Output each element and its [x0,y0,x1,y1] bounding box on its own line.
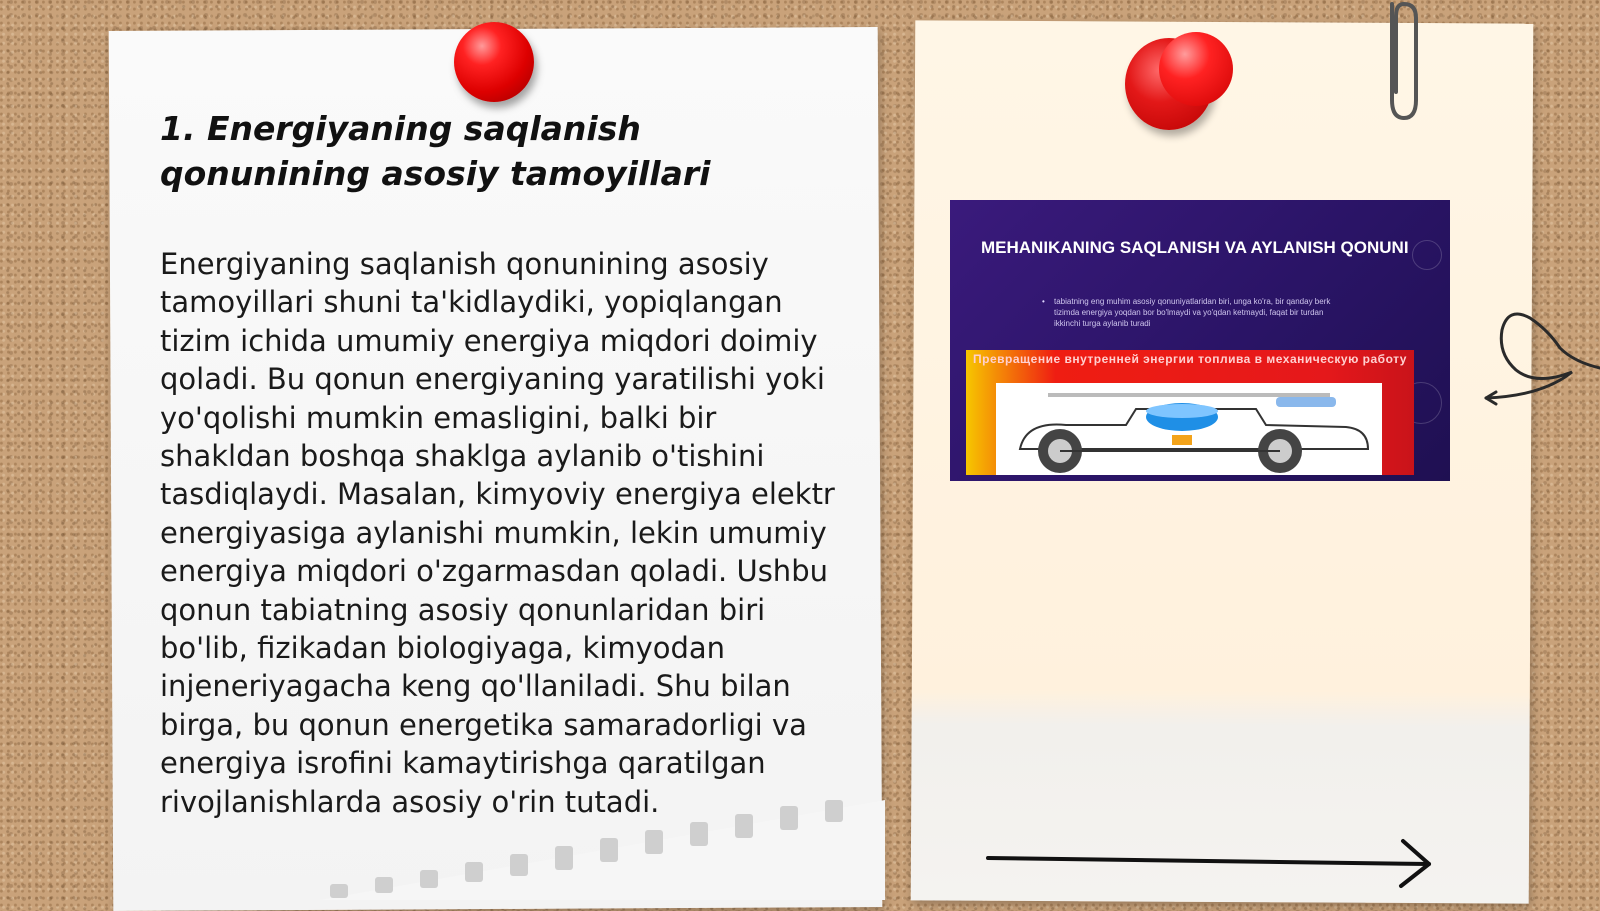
push-pin-icon [454,22,534,102]
paperclip-icon [1378,0,1422,124]
slide-bullet: • tabiatning eng muhim asosiy qonuniyatlaridan biri, unga ko'ra, bir qanday berk tizimda energiya yoqdan bor bo'lmaydi va yo'qdan ketmaydi, faqat bir turdan ikkinchi turga aylanib turadi [1054,296,1339,329]
slide-image [950,200,1450,481]
slide-title: MEHANIKANING SAQLANISH VA AYLANISH QONUNI [981,238,1409,257]
string-decoration-icon [1482,310,1600,410]
section-title: 1. Energiyaning saqlanish qonunining asosiy tamoyillari [160,109,711,193]
car-engine-diagram [996,383,1382,475]
inset-caption: Превращение внутренней энергии топлива в механическую работу [973,352,1407,366]
torn-paper-edge [320,800,885,900]
arrow-right-icon [985,838,1450,890]
body-paragraph: Energiyaning saqlanish qonunining asosiy tamoyillari shuni ta'kidlaydiki, yopiqlangan tizim ichida umumiy energiya miqdori doimiy qoladi. Bu qonun energiyaning yaratilishi yoki yo'qolishi mumkin emasligini, balki bir shakldan boshqa shaklga aylanib o'tishini tasdiqlaydi. Masalan, kimyoviy energiya elektr energiyasiga aylanishi mumkin, lekin umumiy energiya miqdori o'zgarmasdan qoladi. Ushbu qonun tabiatning asosiy qonunlaridan biri bo'lib, fizikadan biologiyaga, kimyodan injeneriyagacha keng qo'llaniladi. Shu bilan birga, bu qonun energetika samaradorligi va energiya isrofini kamaytirishga qaratilgan rivojlanishlarda asosiy o'rin tutadi. [160,247,835,819]
engine-inset [966,350,1414,475]
push-pin-highlight [1159,32,1233,106]
